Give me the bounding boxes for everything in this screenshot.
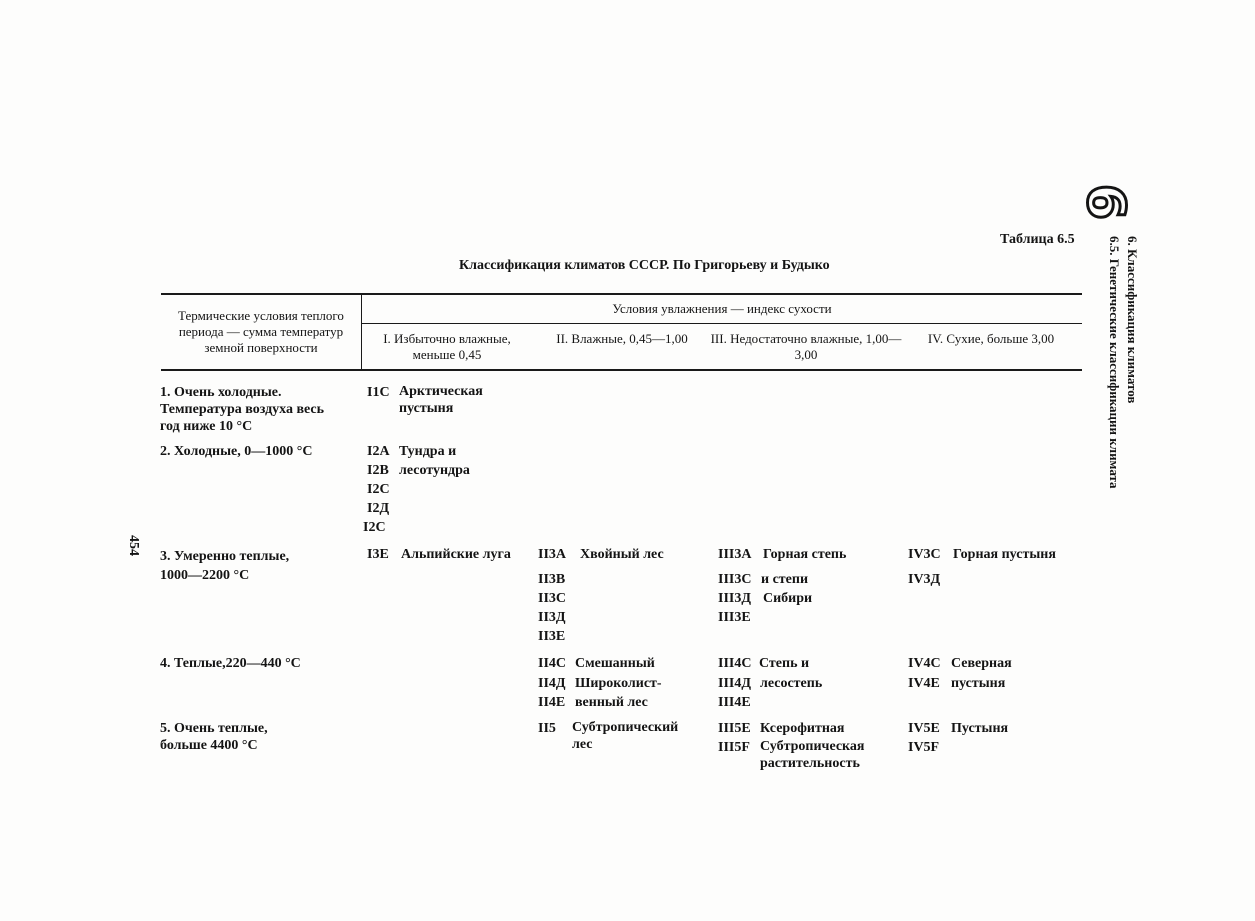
row-5-col-3-code-1: III5E xyxy=(718,721,751,736)
row-3-col-1-code: I3E xyxy=(367,547,389,562)
row-3-thermal: 3. Умеренно теплые, 1000—2200 °С xyxy=(160,549,290,583)
row-2-col-1-code-4: I2Д xyxy=(367,501,390,516)
row-4-col-2-code-3: II4E xyxy=(538,695,566,710)
row-4-col-4-code-2: IV4E xyxy=(908,676,940,691)
row-2-col-1-code-3: I2C xyxy=(367,482,390,497)
row-5-col-3-desc-1: Ксерофитная xyxy=(760,721,845,736)
row-5-col-3-desc-2: Субтропическая растительность xyxy=(760,739,865,771)
row-3-col-2-desc: Хвойный лес xyxy=(580,547,664,562)
table-title: Классификация климатов СССР. По Григорьеву и Будыко xyxy=(459,258,830,273)
page-number: 454 xyxy=(126,535,141,556)
row-5-thermal: 5. Очень теплые, больше 4400 °С xyxy=(160,721,268,753)
row-3-col-2-code-4: II3Д xyxy=(538,610,566,625)
row-3-col-3-code-4: III3E xyxy=(718,610,751,625)
header-col-2: II. Влажные, 0,45—1,00 xyxy=(556,331,688,346)
header-moisture: Условия увлажнения — индекс сухости xyxy=(612,301,832,316)
running-head-chapter: 6. Классификация климатов xyxy=(1125,236,1140,404)
row-5-col-3-code-2: III5F xyxy=(718,740,750,755)
row-4-col-2-code-2: II4Д xyxy=(538,676,566,691)
row-3-col-4-code-1: IV3C xyxy=(908,547,941,562)
row-2-thermal: 2. Холодные, 0—1000 °С xyxy=(160,444,313,459)
row-4-col-4-code-1: IV4C xyxy=(908,656,941,671)
running-head-section: 6.5. Генетические классификации климата xyxy=(1107,236,1122,489)
row-1-thermal: 1. Очень холодные. Температура воздуха весь год ниже 10 °С xyxy=(160,385,325,434)
row-1-col-1-desc: Арктическая пустыня xyxy=(399,384,483,416)
row-3-col-3-code-3: III3Д xyxy=(718,591,751,606)
row-4-col-3-desc-1: Степь и xyxy=(759,656,810,671)
row-5-col-2-desc: Субтропический лес xyxy=(572,720,679,752)
row-4-col-3-code-2: III4Д xyxy=(718,676,751,691)
row-3-col-1-desc: Альпийские луга xyxy=(401,547,511,562)
table-subheader-rule xyxy=(362,323,1082,324)
row-3-col-3-desc-1: Горная степь xyxy=(763,547,847,562)
row-2-col-1-code-1: I2A xyxy=(367,444,390,459)
row-4-col-2-code-1: II4C xyxy=(538,656,567,671)
row-4-col-3-desc-2: лесостепь xyxy=(760,676,823,691)
header-thermal: Термические условия теплого периода — сумма температур земной поверхности xyxy=(178,308,344,355)
row-2-col-1-code-2: I2B xyxy=(367,463,389,478)
row-2-col-1-code-5: I2C xyxy=(363,520,386,535)
row-2-col-1-desc: Тундра и лесотундра xyxy=(399,444,470,478)
table-number: Таблица 6.5 xyxy=(1000,232,1075,247)
row-4-col-2-desc-1: Смешанный xyxy=(575,656,655,671)
row-4-thermal: 4. Теплые,220—440 °С xyxy=(160,656,301,671)
row-3-col-3-desc-3: Сибири xyxy=(763,591,813,606)
row-1-col-1-code: I1C xyxy=(367,385,390,400)
row-3-col-3-code-1: III3A xyxy=(718,547,752,562)
row-3-col-2-code-5: II3E xyxy=(538,629,566,644)
row-3-col-3-code-2: III3C xyxy=(718,572,752,587)
header-col-1: I. Избыточно влажные, меньше 0,45 xyxy=(383,331,511,362)
row-5-col-4-desc: Пустыня xyxy=(951,721,1009,736)
chapter-number-mark: 6 xyxy=(1075,183,1135,221)
header-col-4: IV. Сухие, больше 3,00 xyxy=(927,331,1055,346)
row-3-col-4-code-2: IV3Д xyxy=(908,572,941,587)
row-3-col-4-desc: Горная пустыня xyxy=(953,547,1056,562)
row-5-col-4-code-1: IV5E xyxy=(908,721,940,736)
table-top-rule xyxy=(161,293,1082,295)
row-5-col-2-code: II5 xyxy=(538,721,556,736)
row-3-col-3-desc-2: и степи xyxy=(761,572,809,587)
row-3-col-2-code-2: II3B xyxy=(538,572,566,587)
row-5-col-4-code-2: IV5F xyxy=(908,740,940,755)
row-3-col-2-code-1: II3A xyxy=(538,547,567,562)
row-4-col-4-desc-1: Северная xyxy=(951,656,1012,671)
row-4-col-2-desc-3: венный лес xyxy=(575,695,648,710)
row-4-col-3-code-1: III4C xyxy=(718,656,752,671)
row-4-col-4-desc-2: пустыня xyxy=(951,676,1006,691)
row-4-col-3-code-3: III4E xyxy=(718,695,751,710)
row-4-col-2-desc-2: Широколист- xyxy=(575,676,662,691)
header-col-3: III. Недостаточно влажные, 1,00—3,00 xyxy=(710,331,902,362)
row-3-col-2-code-3: II3C xyxy=(538,591,567,606)
table-header-bottom-rule xyxy=(161,369,1082,371)
